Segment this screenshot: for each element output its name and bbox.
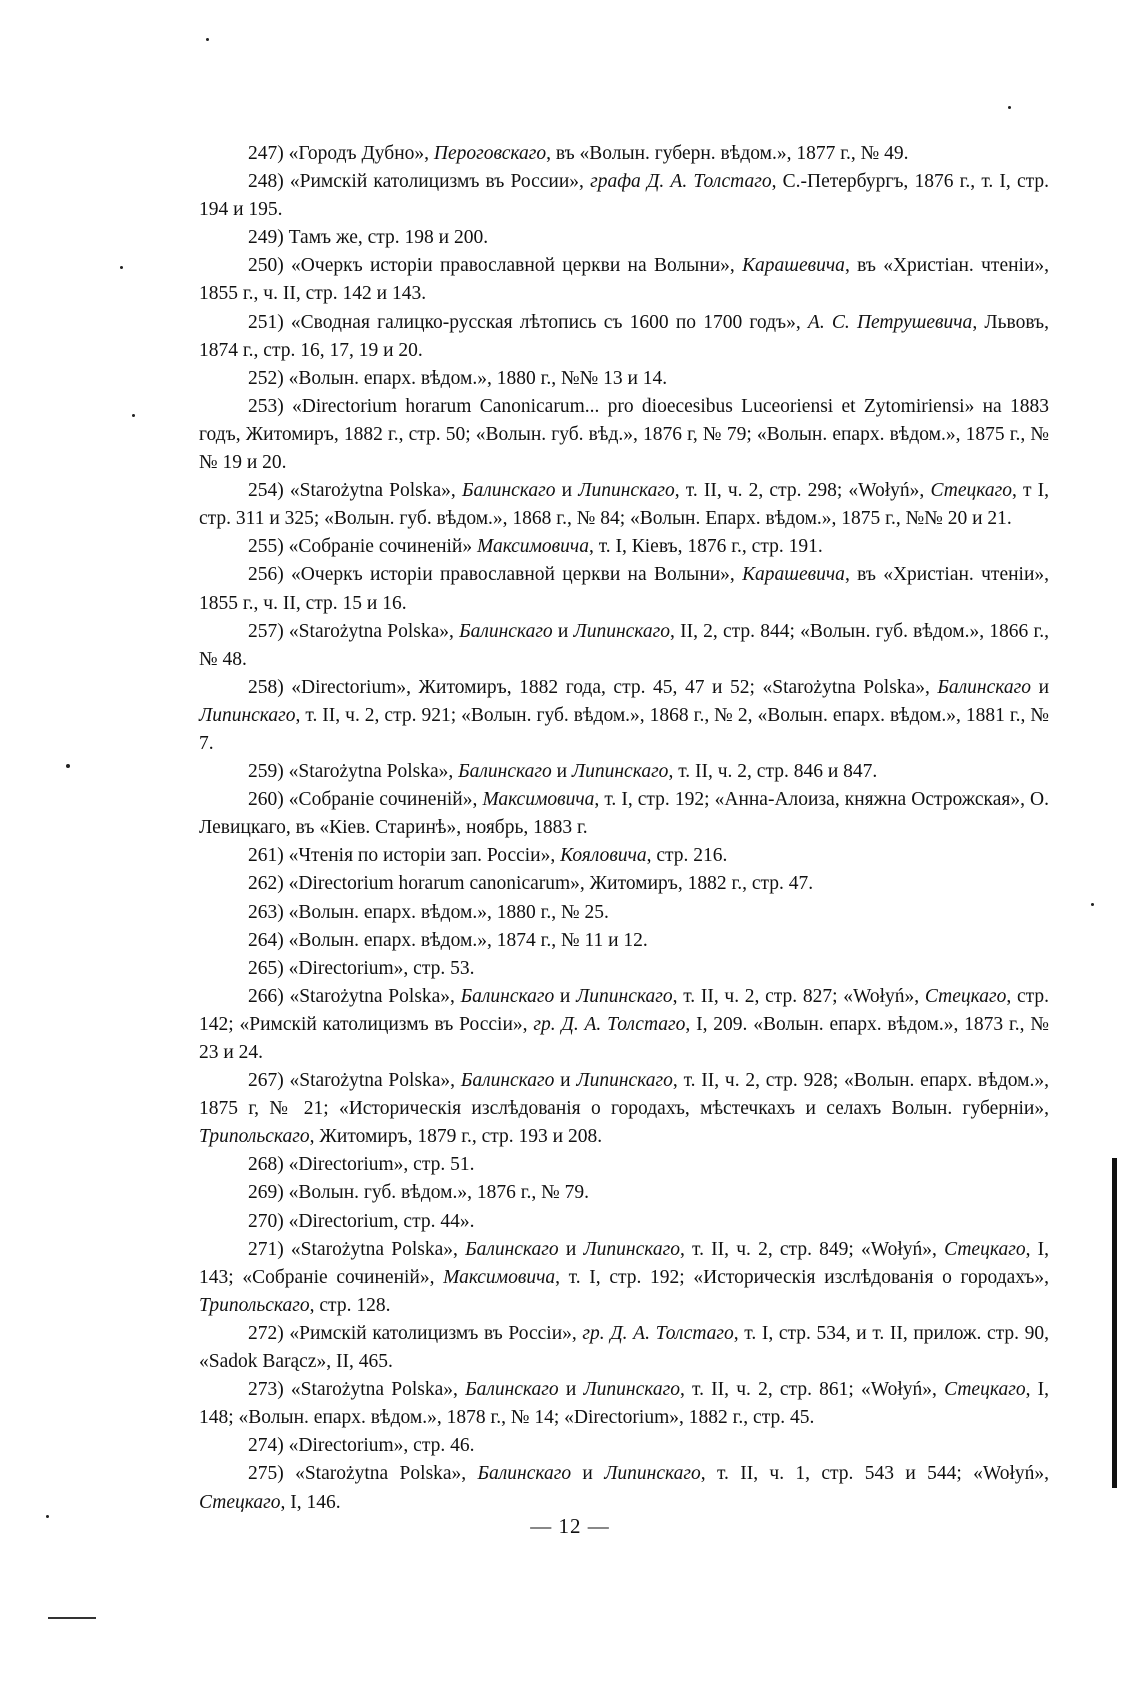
scan-speck	[206, 38, 209, 41]
scan-edge-mark	[1112, 1158, 1117, 1488]
footnote-255: 255) «Собраніе сочиненій» Максимовича, т. I, Кіевъ, 1876 г., стр. 191.	[248, 536, 823, 558]
footnote-263: 263) «Волын. епарх. вѣдом.», 1880 г., № 25.	[248, 901, 609, 923]
footnote-251: 251) «Сводная галицко-русская лѣтопись съ 1600 по 1700 годъ», А. С. Петрушевича, Львовъ, 1874 г., стр. 16, 17, 19 и 20.	[199, 311, 1049, 361]
footnote-272: 272) «Римскій католицизмъ въ Россіи», гр. Д. А. Толстаго, т. I, стр. 534, и т. II, прилож. стр. 90, «Sadok Barącz», II, 465.	[199, 1322, 1049, 1373]
footnote-275: 275) «Starożytna Polska», Балинскаго и Липинскаго, т. II, ч. 1, стр. 543 и 544; «Wołyń», Стецкаго, I, 146.	[199, 1463, 1049, 1513]
footnote-267: 267) «Starożytna Polska», Балинскаго и Липинскаго, т. II, ч. 2, стр. 928; «Волын. епарх. вѣдом.», 1875 г, № 21; «Историческія изслѣдованія о городахъ, мѣстечкахъ и селахъ Волын. губерніи», Трипольскаго, Житомиръ, 1879 г., стр. 193 и 208.	[199, 1070, 1049, 1148]
footnote-269: 269) «Волын. губ. вѣдом.», 1876 г., № 79.	[248, 1182, 590, 1204]
footnote-248: 248) «Римскій католицизмъ въ России», графа Д. А. Толстаго, С.-Петербургъ, 1876 г., т. I, стр. 194 и 195.	[199, 171, 1050, 221]
page-number: — 12 —	[530, 1514, 610, 1538]
footnote-249: 249) Тамъ же, стр. 198 и 200.	[248, 227, 489, 249]
footnote-271: 271) «Starożytna Polska», Балинскаго и Липинскаго, т. II, ч. 2, стр. 849; «Wołyń», Стецкаго, I, 143; «Собраніе сочиненій», Максимовича, т. I, стр. 192; «Историческія изслѣдованія о городахъ», Трипольскаго, стр. 128.	[199, 1238, 1050, 1316]
footnote-268: 268) «Directorium», стр. 51.	[248, 1154, 475, 1176]
scan-speck	[1008, 106, 1011, 109]
footnote-262: 262) «Directorium horarum canonicarum», Житомиръ, 1882 г., стр. 47.	[248, 873, 814, 895]
scan-speck	[46, 1515, 49, 1518]
footnote-256: 256) «Очеркъ исторіи православной церкви на Волыни», Карашевича, въ «Христіан. чтеніи», 1855 г., ч. II, стр. 15 и 16.	[199, 564, 1050, 614]
footnote-270: 270) «Directorium, стр. 44».	[248, 1210, 475, 1232]
scan-speck	[132, 414, 135, 417]
scan-speck	[120, 266, 123, 269]
footnotes-list	[199, 140, 1049, 1517]
scan-speck	[1091, 903, 1094, 906]
footnote-261: 261) «Чтенія по исторіи зап. Россіи», Кояловича, стр. 216.	[248, 845, 728, 867]
footnote-253: 253) «Directorium horarum Canonicarum... pro dioecesibus Luceoriensi et Zytomiriensi» на 1883 годъ, Житомиръ, 1882 г., стр. 50; «Волын. губ. вѣд.», 1876 г, № 79; «Волын. епарх. вѣдом.», 1875 г., №№ 19 и 20.	[199, 395, 1049, 474]
footnote-266: 266) «Starożytna Polska», Балинскаго и Липинскаго, т. II, ч. 2, стр. 827; «Wołyń», Стецкаго, стр. 142; «Римскій католицизмъ въ Россіи», гр. Д. А. Толстаго, I, 209. «Волын. епарх. вѣдом.», 1873 г., № 23 и 24.	[199, 985, 1049, 1063]
footnote-260: 260) «Собраніе сочиненій», Максимовича, т. I, стр. 192; «Анна-Алоиза, княжна Острожская», О. Левицкаго, въ «Кіев. Старинѣ», ноябрь, 1883 г.	[199, 789, 1049, 839]
scan-dash-mark	[48, 1617, 96, 1619]
footnote-247: 247) «Городъ Дубно», Пероговскаго, въ «Волын. губерн. вѣдом.», 1877 г., № 49.	[248, 143, 909, 164]
scan-speck	[66, 764, 70, 768]
footnote-250: 250) «Очеркъ исторіи православной церкви на Волыни», Карашевича, въ «Христіан. чтеніи», 1855 г., ч. II, стр. 142 и 143.	[199, 255, 1050, 305]
footnote-257: 257) «Starożytna Polska», Балинскаго и Липинскаго, II, 2, стр. 844; «Волын. губ. вѣдом.», 1866 г., № 48.	[199, 620, 1050, 670]
footnote-252: 252) «Волын. епарх. вѣдом.», 1880 г., №№ 13 и 14.	[248, 367, 668, 389]
footnote-254: 254) «Starożytna Polska», Балинскаго и Липинскаго, т. II, ч. 2, стр. 298; «Wołyń», Стецкаго, т I, стр. 311 и 325; «Волын. губ. вѣдом.», 1868 г., № 84; «Волын. Епарх. вѣдом.», 1875 г., №№ 20 и 21.	[199, 480, 1050, 530]
footnote-259: 259) «Starożytna Polska», Балинскаго и Липинскаго, т. II, ч. 2, стр. 846 и 847.	[248, 761, 878, 783]
footnote-264: 264) «Волын. епарх. вѣдом.», 1874 г., № 11 и 12.	[248, 929, 648, 951]
footnote-258: 258) «Directorium», Житомиръ, 1882 года, стр. 45, 47 и 52; «Starożytna Polska», Балинскаго и Липинскаго, т. II, ч. 2, стр. 921; «Волын. губ. вѣдом.», 1868 г., № 2, «Волын. епарх. вѣдом.», 1881 г., № 7.	[199, 676, 1049, 754]
footnote-265: 265) «Directorium», стр. 53.	[248, 957, 475, 979]
footnote-273: 273) «Starożytna Polska», Балинскаго и Липинскаго, т. II, ч. 2, стр. 861; «Wołyń», Стецкаго, I, 148; «Волын. епарх. вѣдом.», 1878 г., № 14; «Directorium», 1882 г., стр. 45.	[199, 1379, 1050, 1429]
footnote-274: 274) «Directorium», стр. 46.	[248, 1435, 475, 1457]
